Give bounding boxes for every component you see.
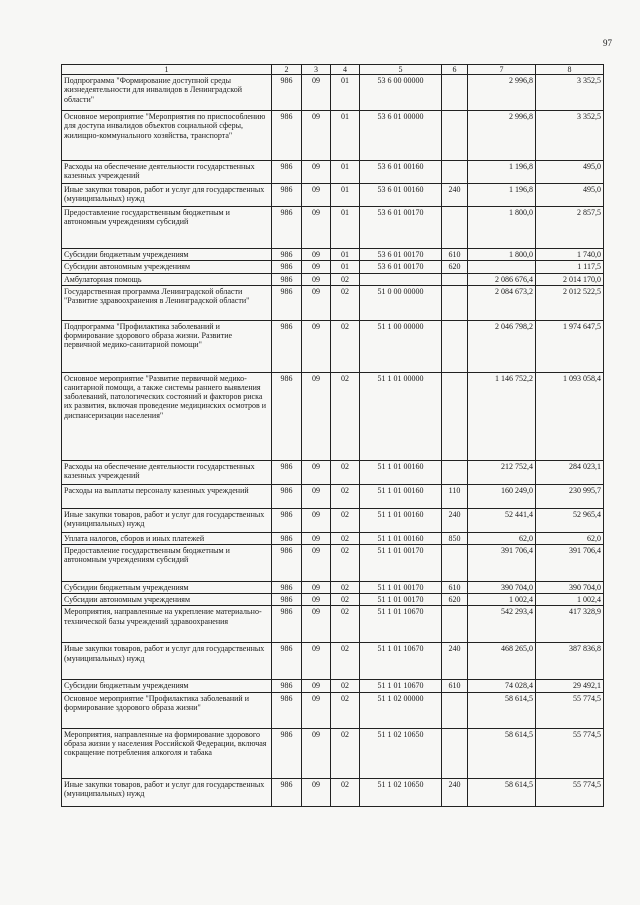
cell-section-code: 09 [302, 581, 331, 593]
cell-subsection-code: 01 [331, 111, 360, 161]
cell-department-code: 986 [272, 261, 302, 273]
cell-amount-year-1 [468, 261, 536, 273]
table-row [62, 606, 604, 643]
cell-amount-year-1: 62,0 [468, 532, 536, 544]
cell-department-code: 986 [272, 508, 302, 532]
cell-amount-year-2: 55 774,5 [536, 778, 604, 806]
cell-expense-type [442, 285, 468, 320]
cell-section-code: 09 [302, 111, 331, 161]
cell-amount-year-2: 390 704,0 [536, 581, 604, 593]
cell-amount-year-2: 62,0 [536, 532, 604, 544]
cell-department-code: 986 [272, 544, 302, 581]
cell-expense-type [442, 606, 468, 643]
cell-amount-year-2: 495,0 [536, 161, 604, 184]
table-row [62, 184, 604, 207]
cell-department-code: 986 [272, 594, 302, 606]
cell-expense-type [442, 111, 468, 161]
table-row [62, 544, 604, 581]
cell-amount-year-1: 52 441,4 [468, 508, 536, 532]
table-row [62, 285, 604, 320]
table-row [62, 680, 604, 692]
cell-amount-year-2: 284 023,1 [536, 460, 604, 484]
cell-target-article: 51 1 01 10670 [360, 680, 442, 692]
cell-department-code: 986 [272, 680, 302, 692]
table-row [62, 460, 604, 484]
cell-target-article: 51 1 01 00160 [360, 532, 442, 544]
cell-target-article: 53 6 01 00000 [360, 111, 442, 161]
cell-subsection-code: 02 [331, 372, 360, 460]
page-number: 97 [603, 38, 612, 48]
cell-subsection-code: 02 [331, 460, 360, 484]
cell-amount-year-2: 495,0 [536, 184, 604, 207]
cell-target-article: 51 1 01 00000 [360, 372, 442, 460]
cell-amount-year-2: 1 117,5 [536, 261, 604, 273]
cell-amount-year-1: 1 196,8 [468, 184, 536, 207]
cell-section-code: 09 [302, 532, 331, 544]
cell-amount-year-1: 390 704,0 [468, 581, 536, 593]
cell-section-code: 09 [302, 460, 331, 484]
cell-name: Расходы на выплаты персоналу казенных учреждений [62, 484, 272, 508]
cell-amount-year-1: 74 028,4 [468, 680, 536, 692]
cell-name: Основное мероприятие "Профилактика заболеваний и формирование здорового образа жизни" [62, 692, 272, 728]
cell-amount-year-2: 52 965,4 [536, 508, 604, 532]
cell-subsection-code: 02 [331, 544, 360, 581]
cell-section-code: 09 [302, 207, 331, 249]
cell-expense-type [442, 320, 468, 372]
cell-name: Субсидии бюджетным учреждениям [62, 581, 272, 593]
column-header-2: 2 [272, 65, 302, 75]
cell-department-code: 986 [272, 532, 302, 544]
cell-department-code: 986 [272, 249, 302, 261]
cell-target-article: 53 6 01 00160 [360, 161, 442, 184]
cell-target-article: 51 1 01 10670 [360, 643, 442, 680]
table-row [62, 207, 604, 249]
cell-name: Иные закупки товаров, работ и услуг для государственных (муниципальных) нужд [62, 184, 272, 207]
cell-amount-year-2: 3 352,5 [536, 75, 604, 111]
table-row [62, 75, 604, 111]
cell-name: Государственная программа Ленинградской области "Развитие здравоохранения в Ленинградской области" [62, 285, 272, 320]
cell-expense-type: 610 [442, 680, 468, 692]
cell-subsection-code: 02 [331, 643, 360, 680]
table-row [62, 161, 604, 184]
cell-subsection-code: 02 [331, 532, 360, 544]
cell-department-code: 986 [272, 207, 302, 249]
cell-name: Субсидии бюджетным учреждениям [62, 680, 272, 692]
cell-expense-type: 240 [442, 184, 468, 207]
cell-expense-type [442, 692, 468, 728]
cell-target-article: 51 0 00 00000 [360, 285, 442, 320]
cell-amount-year-2: 387 836,8 [536, 643, 604, 680]
cell-target-article: 51 1 00 00000 [360, 320, 442, 372]
cell-name: Субсидии автономным учреждениям [62, 594, 272, 606]
cell-target-article: 51 1 01 00170 [360, 544, 442, 581]
cell-name: Амбулаторная помощь [62, 273, 272, 285]
table-row [62, 111, 604, 161]
cell-target-article: 53 6 01 00170 [360, 261, 442, 273]
cell-name: Основное мероприятие "Мероприятия по приспособлению для доступа инвалидов объектов социальной сферы, жилищно-коммунального хозяйства, транспорта" [62, 111, 272, 161]
cell-amount-year-2: 1 740,0 [536, 249, 604, 261]
cell-amount-year-1: 2 996,8 [468, 75, 536, 111]
column-header-3: 3 [302, 65, 331, 75]
cell-target-article: 53 6 01 00170 [360, 207, 442, 249]
cell-subsection-code: 02 [331, 692, 360, 728]
table-row [62, 508, 604, 532]
table-row [62, 778, 604, 806]
cell-expense-type [442, 273, 468, 285]
cell-department-code: 986 [272, 372, 302, 460]
cell-amount-year-2: 1 974 647,5 [536, 320, 604, 372]
cell-expense-type: 620 [442, 261, 468, 273]
cell-name: Основное мероприятие "Развитие первичной медико-санитарной помощи, а также системы раннего выявления заболеваний, патологических состояний и факторов риска их развития, включая проведение медицинских осмотров и диспансеризации населения" [62, 372, 272, 460]
cell-section-code: 09 [302, 261, 331, 273]
cell-amount-year-2: 417 328,9 [536, 606, 604, 643]
cell-target-article [360, 273, 442, 285]
cell-target-article: 51 1 01 00170 [360, 594, 442, 606]
table-row [62, 692, 604, 728]
cell-department-code: 986 [272, 778, 302, 806]
column-header-7: 7 [468, 65, 536, 75]
cell-target-article: 51 1 01 00160 [360, 508, 442, 532]
cell-expense-type: 240 [442, 643, 468, 680]
cell-expense-type: 610 [442, 249, 468, 261]
cell-target-article: 51 1 02 00000 [360, 692, 442, 728]
cell-subsection-code: 02 [331, 273, 360, 285]
cell-subsection-code: 01 [331, 207, 360, 249]
cell-amount-year-2: 1 002,4 [536, 594, 604, 606]
cell-subsection-code: 01 [331, 184, 360, 207]
cell-subsection-code: 02 [331, 581, 360, 593]
column-header-1: 1 [62, 65, 272, 75]
cell-section-code: 09 [302, 285, 331, 320]
cell-department-code: 986 [272, 273, 302, 285]
cell-amount-year-1: 1 146 752,2 [468, 372, 536, 460]
cell-amount-year-1: 58 614,5 [468, 778, 536, 806]
cell-section-code: 09 [302, 680, 331, 692]
cell-amount-year-2: 2 012 522,5 [536, 285, 604, 320]
cell-amount-year-1: 1 800,0 [468, 207, 536, 249]
cell-name: Мероприятия, направленные на формирование здорового образа жизни у населения Российской Федерации, включая сокращение потребления алкоголя и табака [62, 728, 272, 778]
cell-amount-year-1: 58 614,5 [468, 692, 536, 728]
column-header-6: 6 [442, 65, 468, 75]
cell-subsection-code: 01 [331, 161, 360, 184]
cell-name: Расходы на обеспечение деятельности государственных казенных учреждений [62, 161, 272, 184]
cell-amount-year-1: 2 046 798,2 [468, 320, 536, 372]
cell-subsection-code: 01 [331, 261, 360, 273]
cell-amount-year-2: 29 492,1 [536, 680, 604, 692]
cell-amount-year-1: 542 293,4 [468, 606, 536, 643]
cell-name: Расходы на обеспечение деятельности государственных казенных учреждений [62, 460, 272, 484]
cell-target-article: 51 1 01 00160 [360, 484, 442, 508]
cell-section-code: 09 [302, 273, 331, 285]
cell-section-code: 09 [302, 249, 331, 261]
cell-subsection-code: 02 [331, 606, 360, 643]
cell-department-code: 986 [272, 285, 302, 320]
cell-subsection-code: 02 [331, 484, 360, 508]
cell-amount-year-1: 2 084 673,2 [468, 285, 536, 320]
cell-expense-type: 240 [442, 778, 468, 806]
cell-amount-year-1: 2 086 676,4 [468, 273, 536, 285]
cell-department-code: 986 [272, 728, 302, 778]
cell-amount-year-2: 2 014 170,0 [536, 273, 604, 285]
cell-name: Предоставление государственным бюджетным и автономным учреждениям субсидий [62, 207, 272, 249]
cell-amount-year-2: 2 857,5 [536, 207, 604, 249]
cell-target-article: 51 1 02 10650 [360, 728, 442, 778]
budget-table [61, 64, 604, 807]
cell-department-code: 986 [272, 643, 302, 680]
cell-amount-year-1: 58 614,5 [468, 728, 536, 778]
cell-target-article: 51 1 01 00170 [360, 581, 442, 593]
cell-amount-year-2: 230 995,7 [536, 484, 604, 508]
cell-expense-type: 620 [442, 594, 468, 606]
cell-target-article: 51 1 02 10650 [360, 778, 442, 806]
cell-name: Иные закупки товаров, работ и услуг для государственных (муниципальных) нужд [62, 508, 272, 532]
cell-subsection-code: 02 [331, 508, 360, 532]
cell-section-code: 09 [302, 320, 331, 372]
cell-amount-year-1: 468 265,0 [468, 643, 536, 680]
cell-name: Субсидии бюджетным учреждениям [62, 249, 272, 261]
table-row [62, 372, 604, 460]
cell-expense-type [442, 372, 468, 460]
cell-department-code: 986 [272, 161, 302, 184]
cell-expense-type: 850 [442, 532, 468, 544]
cell-target-article: 53 6 01 00170 [360, 249, 442, 261]
cell-expense-type [442, 75, 468, 111]
cell-expense-type [442, 161, 468, 184]
cell-subsection-code: 02 [331, 728, 360, 778]
cell-expense-type: 110 [442, 484, 468, 508]
cell-amount-year-1: 391 706,4 [468, 544, 536, 581]
cell-department-code: 986 [272, 692, 302, 728]
cell-section-code: 09 [302, 778, 331, 806]
cell-department-code: 986 [272, 484, 302, 508]
column-header-8: 8 [536, 65, 604, 75]
cell-section-code: 09 [302, 643, 331, 680]
cell-section-code: 09 [302, 372, 331, 460]
table-row [62, 532, 604, 544]
cell-subsection-code: 02 [331, 285, 360, 320]
cell-amount-year-1: 160 249,0 [468, 484, 536, 508]
cell-amount-year-1: 1 002,4 [468, 594, 536, 606]
cell-amount-year-2: 3 352,5 [536, 111, 604, 161]
cell-section-code: 09 [302, 184, 331, 207]
table-row [62, 249, 604, 261]
column-header-5: 5 [360, 65, 442, 75]
cell-department-code: 986 [272, 320, 302, 372]
table-row [62, 484, 604, 508]
cell-amount-year-1: 1 800,0 [468, 249, 536, 261]
cell-department-code: 986 [272, 606, 302, 643]
cell-name: Подпрограмма "Профилактика заболеваний и формирование здорового образа жизни. Развитие первичной медико-санитарной помощи" [62, 320, 272, 372]
table-row [62, 320, 604, 372]
cell-subsection-code: 02 [331, 320, 360, 372]
cell-subsection-code: 01 [331, 75, 360, 111]
cell-section-code: 09 [302, 544, 331, 581]
cell-section-code: 09 [302, 594, 331, 606]
table-row [62, 728, 604, 778]
cell-amount-year-1: 212 752,4 [468, 460, 536, 484]
cell-department-code: 986 [272, 581, 302, 593]
cell-section-code: 09 [302, 692, 331, 728]
cell-name: Мероприятия, направленные на укрепление материально-технической базы учреждений здравоохранения [62, 606, 272, 643]
cell-department-code: 986 [272, 460, 302, 484]
cell-subsection-code: 02 [331, 778, 360, 806]
cell-section-code: 09 [302, 508, 331, 532]
cell-department-code: 986 [272, 184, 302, 207]
cell-section-code: 09 [302, 75, 331, 111]
table-row [62, 273, 604, 285]
cell-name: Иные закупки товаров, работ и услуг для государственных (муниципальных) нужд [62, 643, 272, 680]
cell-department-code: 986 [272, 75, 302, 111]
cell-amount-year-2: 391 706,4 [536, 544, 604, 581]
cell-subsection-code: 02 [331, 680, 360, 692]
cell-amount-year-2: 55 774,5 [536, 728, 604, 778]
cell-section-code: 09 [302, 606, 331, 643]
cell-name: Подпрограмма "Формирование доступной среды жизнедеятельности для инвалидов в Ленинградской области" [62, 75, 272, 111]
cell-target-article: 53 6 00 00000 [360, 75, 442, 111]
cell-amount-year-2: 1 093 058,4 [536, 372, 604, 460]
cell-expense-type: 610 [442, 581, 468, 593]
cell-section-code: 09 [302, 484, 331, 508]
cell-name: Уплата налогов, сборов и иных платежей [62, 532, 272, 544]
cell-subsection-code: 02 [331, 594, 360, 606]
table-header [62, 65, 604, 75]
cell-amount-year-2: 55 774,5 [536, 692, 604, 728]
cell-expense-type [442, 544, 468, 581]
table-row [62, 643, 604, 680]
table-body [62, 75, 604, 806]
cell-expense-type [442, 207, 468, 249]
cell-name: Иные закупки товаров, работ и услуг для государственных (муниципальных) нужд [62, 778, 272, 806]
cell-name: Предоставление государственным бюджетным и автономным учреждениям субсидий [62, 544, 272, 581]
cell-section-code: 09 [302, 728, 331, 778]
cell-department-code: 986 [272, 111, 302, 161]
table-row [62, 594, 604, 606]
cell-target-article: 51 1 01 00160 [360, 460, 442, 484]
cell-expense-type [442, 728, 468, 778]
cell-amount-year-1: 1 196,8 [468, 161, 536, 184]
cell-subsection-code: 01 [331, 249, 360, 261]
column-header-4: 4 [331, 65, 360, 75]
cell-name: Субсидии автономным учреждениям [62, 261, 272, 273]
cell-section-code: 09 [302, 161, 331, 184]
cell-amount-year-1: 2 996,8 [468, 111, 536, 161]
cell-expense-type [442, 460, 468, 484]
table-row [62, 261, 604, 273]
cell-expense-type: 240 [442, 508, 468, 532]
cell-target-article: 53 6 01 00160 [360, 184, 442, 207]
cell-target-article: 51 1 01 10670 [360, 606, 442, 643]
table-row [62, 581, 604, 593]
